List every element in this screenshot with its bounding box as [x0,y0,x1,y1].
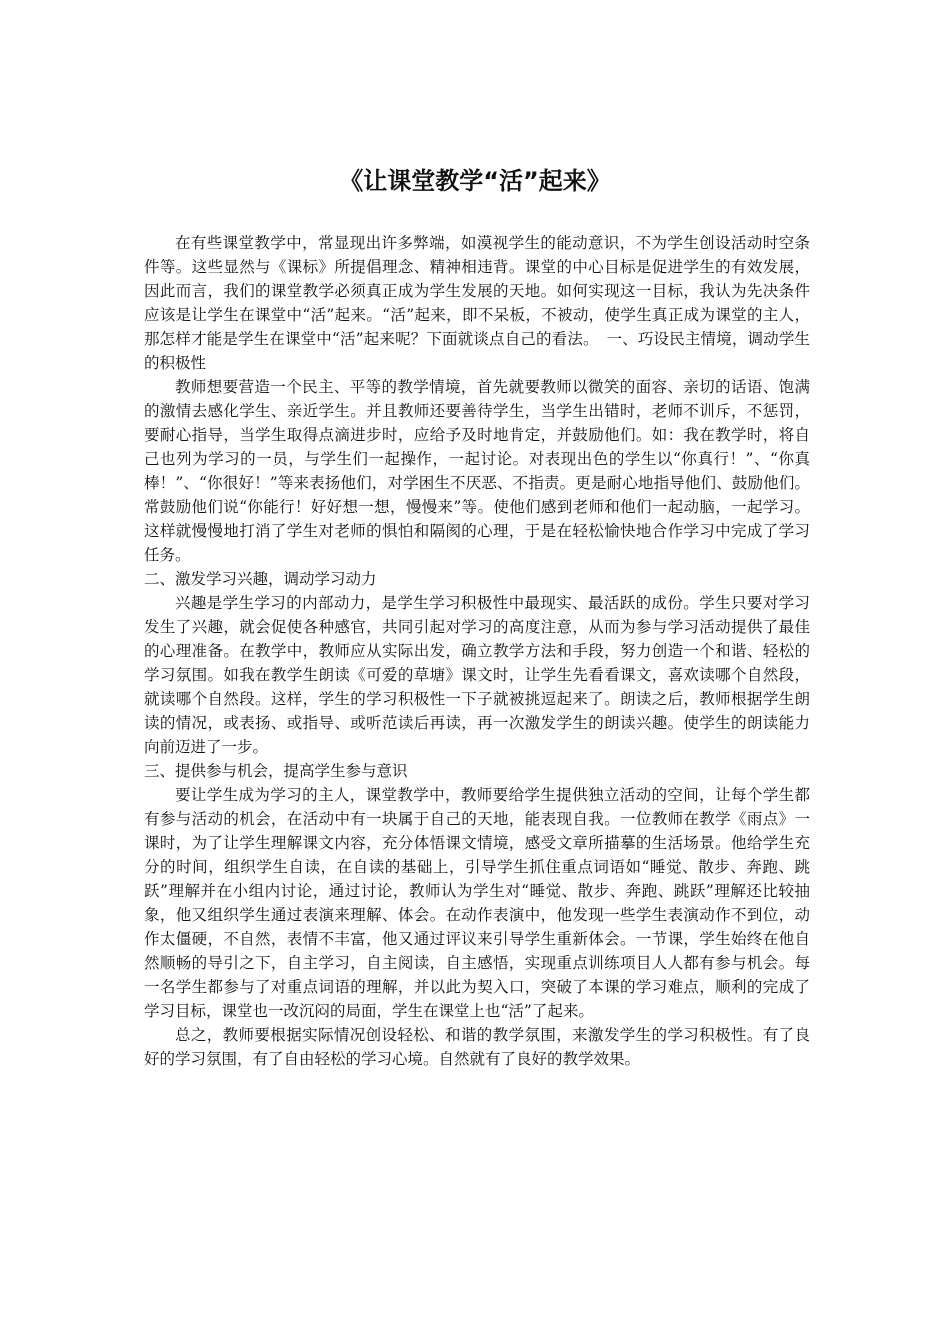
document-body [144,231,810,1071]
intro-paragraph: 在有些课堂教学中，常显现出许多弊端，如漠视学生的能动意识，不为学生创设活动时空条件等。这些显然与《课标》所提倡理念、精神相违背。课堂的中心目标是促进学生的有效发展，因此而言，我们的课堂教学必须真正成为学生发展的天地。如何实现这一目标，我认为先决条件应该是让学生在课堂中“活”起来。“活”起来，即不呆板，不被动，使学生真正成为课堂的主人，那怎样才能是学生在课堂中“活”起来呢？下面就谈点自己的看法。 一、巧设民主情境，调动学生的积极性 [144,234,810,372]
section-three-heading: 三、提供参与机会，提高学生参与意识 [144,762,408,780]
section-two-paragraph: 兴趣是学生学习的内部动力，是学生学习积极性中最现实、最活跃的成份。学生只要对学习发生了兴趣，就会促使各种感官，共同引起对学习的高度注意，从而为参与学习活动提供了最佳的心理准备。在教学中，教师应从实际出发，确立教学方法和手段，努力创造一个和谐、轻松的学习氛围。如我在教学生朗读《可爱的草塘》课文时，让学生先看看课文，喜欢读哪个自然段，就读哪个自然段。这样，学生的学习积极性一下子就被挑逗起来了。朗读之后，教师根据学生朗读的情况，或表扬、或指导、或听范读后再读，再一次激发学生的朗读兴趣。使学生的朗读能力向前迈进了一步。 [144,594,810,756]
conclusion-paragraph: 总之，教师要根据实际情况创设轻松、和谐的教学氛围，来激发学生的学习积极性。有了良好的学习氛围，有了自由轻松的学习心境。自然就有了良好的教学效果。 [144,1026,810,1068]
section-three-paragraph: 要让学生成为学习的主人，课堂教学中，教师要给学生提供独立活动的空间，让每个学生都有参与活动的机会，在活动中有一块属于自己的天地，能表现自我。一位教师在教学《雨点》一课时，为了让学生理解课文内容，充分体悟课文情境，感受文章所描摹的生活场景。他给学生充分的时间，组织学生自读，在自读的基础上，引导学生抓住重点词语如“睡觉、散步、奔跑、跳跃”理解并在小组内讨论，通过讨论，教师认为学生对“睡觉、散步、奔跑、跳跃”理解还比较抽象，他又组织学生通过表演来理解、体会。在动作表演中，他发现一些学生表演动作不到位，动作太僵硬，不自然，表情不丰富，他又通过评议来引导学生重新体会。一节课，学生始终在他自然顺畅的导引之下，自主学习，自主阅读，自主感悟，实现重点训练项目人人都有参与机会。每一名学生都参与了对重点词语的理解，并以此为契入口，突破了本课的学习难点，顺利的完成了学习目标，课堂也一改沉闷的局面，学生在课堂上也“活”了起来。 [144,786,810,1020]
section-two-heading: 二、激发学习兴趣，调动学习动力 [144,570,377,588]
section-one-paragraph: 教师想要营造一个民主、平等的教学情境，首先就要教师以微笑的面容、亲切的话语、饱满的激情去感化学生、亲近学生。并且教师还要善待学生，当学生出错时，老师不训斥，不惩罚，要耐心指导，当学生取得点滴进步时，应给予及时地肯定，并鼓励他们。如：我在教学时，将自己也列为学习的一员，与学生们一起操作，一起讨论。对表现出色的学生以“你真行！”、“你真棒！”、“你很好！”等来表扬他们，对学困生不厌恶、不指责。更是耐心地指导他们、鼓励他们。常鼓励他们说“你能行！好好想一想，慢慢来”等。使他们感到老师和他们一起动脑，一起学习。这样就慢慢地打消了学生对老师的惧怕和隔阂的心理，于是在轻松愉快地合作学习中完成了学习任务。 [144,378,810,564]
document-title: 《让课堂教学“活”起来》 [339,167,611,196]
